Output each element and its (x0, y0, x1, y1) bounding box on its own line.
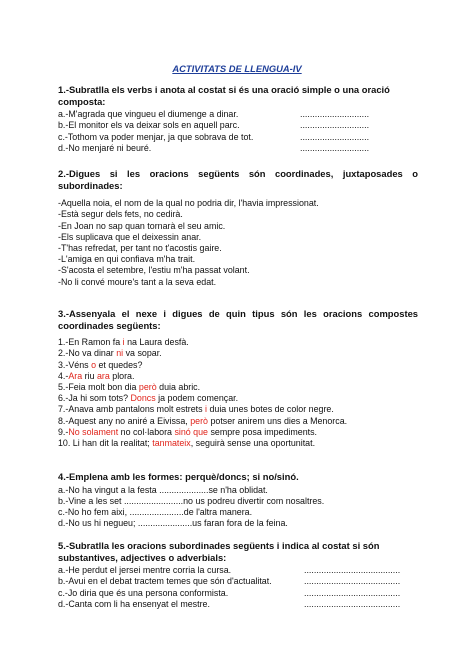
item-text: d.-Canta com li ha ensenyat el mestre. (58, 598, 210, 609)
exercise-1-item (58, 120, 418, 131)
answer-blank: ............................ (300, 120, 370, 131)
sentence-text: 2.-No va dinar (58, 348, 117, 359)
nexus-mark: ara (96, 370, 110, 381)
sentence-text: 4.- (58, 370, 69, 381)
exercise-5 (58, 540, 418, 610)
exercise-3-sentence (58, 404, 418, 415)
sentence-text: 7.-Anava amb pantalons molt estrets (58, 404, 206, 415)
exercise-4-heading: 4.-Emplena amb les formes: perquè/doncs; si no/sinó. (58, 471, 299, 482)
answer-blank: ....................................... (304, 565, 401, 576)
sentence-text: duia unes botes de color negre. (207, 404, 334, 415)
answer-blank: ............................ (300, 131, 370, 142)
exercise-3-sentence (58, 393, 418, 404)
sentence-text: 3.-Véns (58, 359, 92, 370)
sentence-text: 10. Li han dit la realitat; (58, 438, 153, 449)
sentence-text: duia abric. (156, 382, 201, 392)
nexus-mark: i (205, 404, 207, 415)
worksheet-title: ACTIVITATS DE LLENGUA-IV (172, 63, 302, 74)
exercise-4-item: c.-No ho fem aixi, ......................de l'altra manera. (58, 507, 253, 517)
exercise-4-item: d.-No us hi negueu; ......................us faran fora de la feina. (58, 518, 288, 529)
item-text: b.-El monitor els va deixar sols en aquell parc. (58, 120, 240, 131)
exercise-2-sentence: -No li convé moure's tant a la seva edat. (58, 276, 217, 287)
nexus-mark: No solament (68, 426, 119, 437)
item-text: c.-Jo diria que és una persona conformista. (58, 587, 229, 598)
sentence-text: 5.-Feia molt bon dia (58, 382, 139, 392)
nexus-mark: però (138, 382, 157, 392)
answer-blank: ............................ (300, 142, 370, 153)
exercise-2-sentence: -T'has refredat, per tant no t'acostis gaire. (58, 243, 222, 253)
item-text: d.-No menjaré ni beuré. (58, 142, 152, 153)
answer-blank: ....................................... (304, 587, 401, 598)
exercise-3-sentence (58, 371, 418, 382)
exercise-1-item (58, 109, 418, 120)
exercise-2-sentence: -L'amiga en qui confiava m'ha trait. (58, 254, 196, 265)
exercise-5-heading: 5.-Subratlla les oracions subordinades següents i indica al costat si són substantives, adjectives o adverbials: (58, 540, 380, 563)
exercise-3-sentence (58, 360, 418, 371)
exercise-5-item (58, 599, 418, 610)
exercise-3-sentence (58, 337, 418, 348)
exercise-3-sentence (58, 348, 418, 359)
exercise-1 (58, 84, 418, 154)
sentence-text: et quedes? (96, 359, 143, 370)
sentence-text: 8.-Aquest any no aniré a Eivissa, (58, 415, 191, 426)
nexus-mark: Ara (68, 370, 83, 381)
sentence-text: na Laura desfà. (124, 337, 189, 348)
item-text: b.-Avui en el debat tractem temes que són d'actualitat. (58, 576, 272, 587)
sentence-text: plora. (109, 370, 135, 381)
exercise-4-item: a.-No ha vingut a la festa ....................se n'ha oblidat. (58, 484, 268, 495)
exercise-2-sentence: -Està segur dels fets, no cedirà. (58, 209, 183, 220)
sentence-text: potser anirem uns dies a Menorca. (207, 415, 348, 426)
exercise-3-sentence (58, 438, 418, 449)
exercise-2-sentence: -Aquella noia, el nom de la qual no podria dir, l'havia impressionat. (58, 198, 319, 209)
exercise-5-item (58, 588, 418, 599)
nexus-mark: però (190, 415, 208, 426)
nexus-mark: tanmateix (152, 438, 191, 449)
sentence-text: riu (82, 370, 97, 381)
exercise-2-heading: 2.-Digues si les oracions següents són coordinades, juxtaposades o subordinades: (58, 168, 418, 191)
answer-blank: ....................................... (304, 576, 401, 587)
nexus-mark: i (122, 337, 125, 348)
nexus-mark: o (91, 359, 96, 370)
exercise-1-item (58, 143, 418, 154)
exercise-2 (58, 168, 418, 288)
exercise-5-item (58, 576, 418, 587)
sentence-text: 6.-Ja hi som tots? (58, 393, 131, 404)
nexus-mark: ni (116, 348, 124, 359)
exercise-1-heading: 1.-Subratlla els verbs i anota al costat si és una oració simple o una oració composta: (58, 84, 390, 107)
exercise-4-item: b.-Vine a les set ........................no us podreu divertir com nosaltres. (58, 495, 325, 506)
item-text: c.-Tothom va poder menjar, ja que sobrava de tot. (58, 131, 254, 142)
exercise-3 (58, 308, 418, 449)
exercise-5-item (58, 565, 418, 576)
sentence-text: ja podem començar. (155, 393, 239, 404)
exercise-2-sentence: -S'acosta el setembre, l'estiu m'ha passat volant. (58, 265, 250, 276)
nexus-mark: sinó que (174, 426, 208, 437)
exercise-4 (58, 471, 418, 529)
exercise-1-item (58, 132, 418, 143)
nexus-mark: Doncs (130, 393, 156, 404)
answer-blank: ....................................... (304, 598, 401, 609)
sentence-text: 1.-En Ramon fa (58, 337, 123, 348)
exercise-3-sentence (58, 382, 418, 393)
exercise-2-sentence: -En Joan no sap quan tornarà el seu amic. (58, 220, 226, 231)
sentence-text: , seguirà sense una oportunitat. (190, 438, 316, 449)
exercise-3-heading: 3.-Assenyala el nexe i digues de quin tipus són les oracions compostes coordinades següents: (58, 308, 418, 331)
exercise-3-sentence (58, 427, 418, 438)
exercise-3-sentence (58, 416, 418, 427)
exercise-2-sentence: -Els suplicava que el deixessin anar. (58, 231, 202, 242)
sentence-text: 9.- (58, 426, 69, 437)
sentence-text: va sopar. (123, 348, 162, 359)
item-text: a.-M'agrada que vingueu el diumenge a dinar. (58, 109, 239, 120)
item-text: a.-He perdut el jersei mentre corria la cursa. (58, 565, 232, 576)
answer-blank: ............................ (300, 109, 370, 120)
sentence-text: sempre posa impediments. (208, 426, 318, 437)
sentence-text: no col·labora (118, 426, 175, 437)
